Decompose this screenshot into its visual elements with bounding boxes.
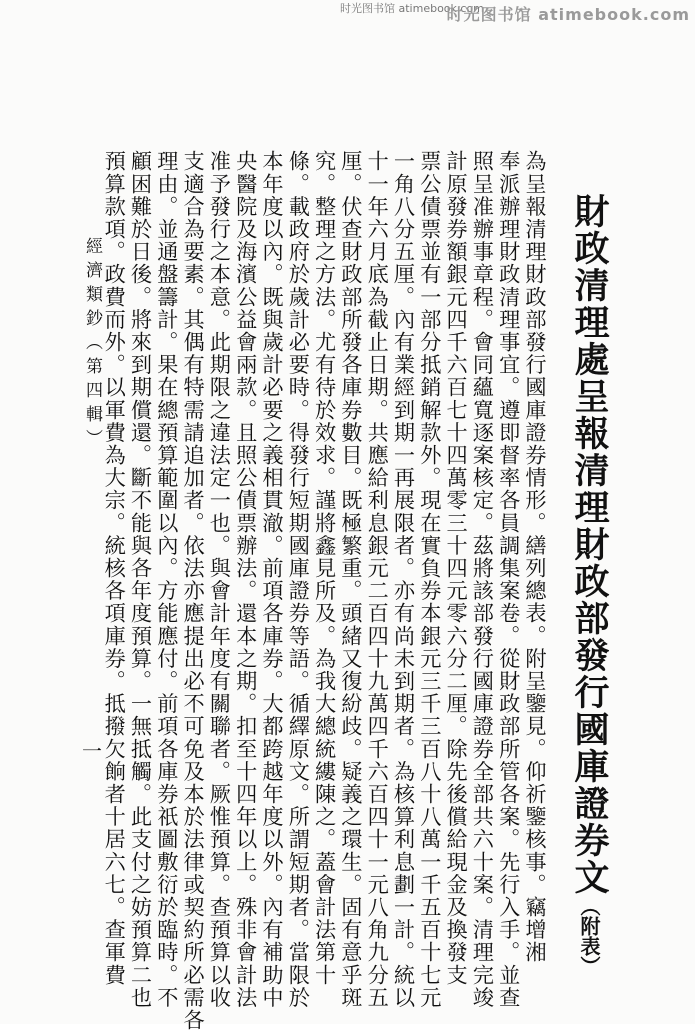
- watermark: 时光图书馆 atimebook.com: [446, 5, 690, 24]
- text-column: 央醫院及海濱公益會兩款。且照公債票辦法。還本之期。扣至十四年以上。殊非會計法: [233, 150, 259, 1009]
- text-column: 顧困難於日後。將來到期償還。斷不能與各年度預算。一無抵觸。此支付之妨預算二也: [128, 150, 154, 1009]
- text-column: 奉派辦理財政清理事宜。遵即督率各員調集案卷。從財政部所管各案。先行入手。並查: [496, 150, 522, 1009]
- text-column: 十一年六月底為截止日期。共應給利息銀元二百四十九萬四千六百四十一元八角九分五: [365, 150, 391, 1009]
- watermark-small: 时光图书馆 atimebook.com: [340, 2, 484, 15]
- text-column: 照呈准辦事章程。會同蘊寬逐案核定。茲將該部發行國庫證券全部共六十案。清理完竣: [470, 150, 496, 1009]
- text-column: 本年度以內。既與歲計必要之義相貫澈。前項各庫券。大都跨越年度以外。內有補助中: [260, 150, 285, 1009]
- text-column: 一角八分五厘。內有業經到期一再展限者。亦有尚未到期者。為核算利息劃一計。統以: [391, 150, 417, 1009]
- text-column: 為呈報清理財政部發行國庫證券情形。繕列總表。附呈鑒見。仰祈鑒核事。竊增湘: [523, 150, 548, 964]
- text-column: 條。載政府於歲計必要時。得發行短期國庫證券等語。循繹原文。所謂短期者。當限於: [286, 150, 312, 1009]
- text-column: 厘。伏查財政部所發各庫券數目。既極繁重。頭緒又復紛歧。疑義之環生。固有意乎斑: [338, 150, 364, 1009]
- page-number: 一: [82, 739, 102, 763]
- title-text: 財政清理處呈報清理財政部發行國庫證券文: [569, 193, 610, 896]
- text-column: 預算款項。政費而外。以軍費為大宗。統核各項庫券。抵撥欠餉者十居六七。查軍費: [102, 150, 128, 987]
- text-column: 准予發行之本意。此期限之違法定一也。與會計年度有關聯者。厥惟預算。查預算以收: [207, 150, 233, 1009]
- title-note: （附表）: [577, 896, 601, 976]
- text-column: 票公債票並有一部分抵銷解款外。現在實負券本銀元三千三百八十八萬一千五百十七元: [417, 150, 443, 1009]
- text-column: 計原發券額銀元四千六百七十四萬零三十四元零六分二厘。除先後償給現金及換發支: [444, 150, 470, 987]
- running-title: 經濟類鈔（第四輯）: [82, 237, 102, 453]
- text-column: 究。整理之方法。尤有待於效求。謹將鑫見所及。為我大總統縷陳之。蓋會計法第十: [312, 150, 338, 987]
- text-column: 理由。並通盤籌計。果在總預算範圍以內。方能應付。前項各庫券祇圖敷衍於臨時。不: [154, 150, 180, 1009]
- text-column: 支適合為要素。其偶有特需請追加者。依法亦應提出必不可免及本於法律或契約所必需各: [181, 150, 207, 1031]
- document-title: [563, 193, 610, 976]
